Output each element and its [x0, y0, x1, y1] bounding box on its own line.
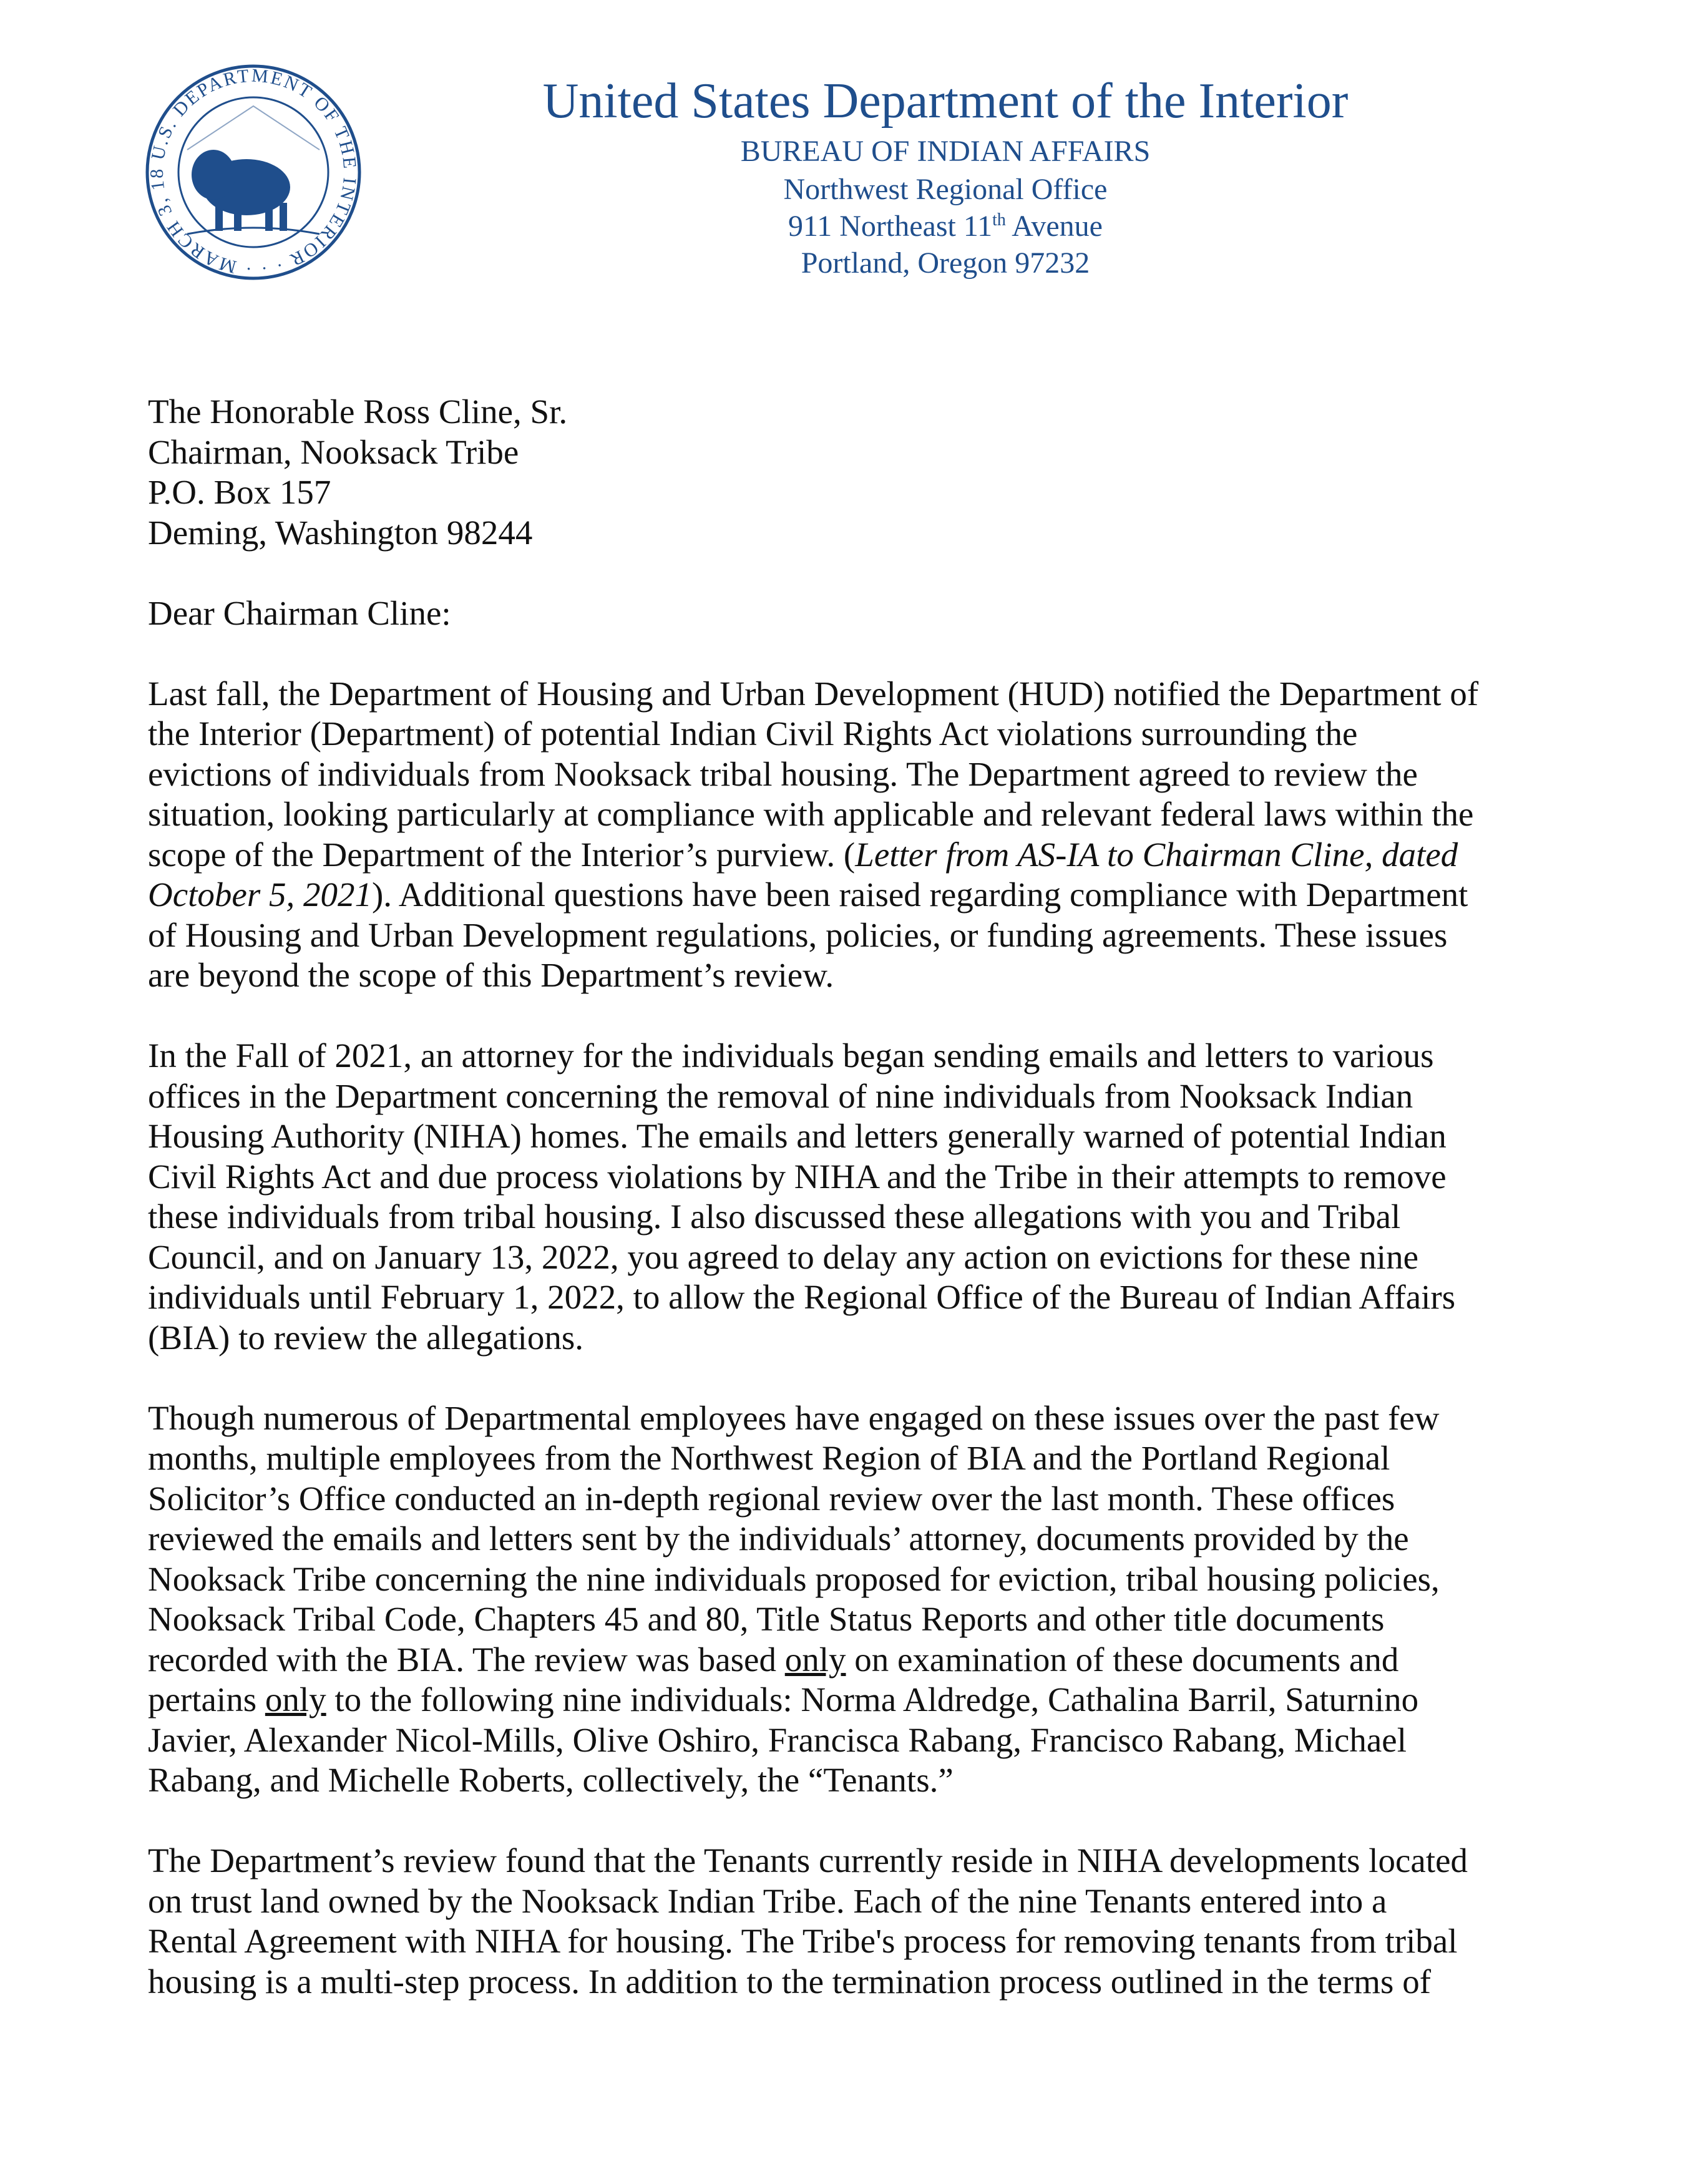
salutation: Dear Chairman Cline:: [148, 593, 451, 632]
text-segment: Nooksack Tribe concerning the nine individuals proposed for eviction, tribal housing policies,: [148, 1559, 1440, 1598]
text-line: [148, 1157, 1552, 1197]
office-name: Northwest Regional Office: [783, 173, 1108, 206]
text-segment: evictions of individuals from Nooksack tribal housing. The Department agreed to review the: [148, 754, 1418, 793]
text-line: [148, 794, 1552, 835]
text-line: [148, 1720, 1552, 1761]
text-segment: the Interior (Department) of potential Indian Civil Rights Act violations surrounding the: [148, 714, 1358, 753]
text-line: [148, 1921, 1552, 1962]
text-segment: are beyond the scope of this Department’s review.: [148, 956, 834, 994]
paragraph: [148, 1398, 1552, 1801]
italic-citation: October 5, 2021: [148, 875, 372, 914]
recipient-line: The Honorable Ross Cline, Sr.: [148, 392, 568, 431]
text-line: [148, 1277, 1552, 1318]
text-line: [148, 1760, 1552, 1801]
text-line: [148, 915, 1552, 956]
text-line: [148, 1076, 1552, 1117]
text-segment: The Department’s review found that the Tenants currently reside in NIHA developments located: [148, 1841, 1468, 1879]
text-line: [148, 1881, 1552, 1922]
bureau-name: BUREAU OF INDIAN AFFAIRS: [740, 135, 1151, 168]
text-line: [148, 754, 1552, 795]
text-line: [148, 1680, 1552, 1720]
text-line: [148, 1640, 1552, 1680]
text-segment: months, multiple employees from the Northwest Region of BIA and the Portland Regional: [148, 1439, 1390, 1477]
letterhead: [499, 70, 1392, 281]
text-segment: Javier, Alexander Nicol-Mills, Olive Oshiro, Francisca Rabang, Francisco Rabang, Michael: [148, 1720, 1407, 1759]
text-line: [148, 1398, 1552, 1439]
italic-citation: Letter from AS-IA to Chairman Cline, dated: [855, 835, 1458, 874]
text-segment: Solicitor’s Office conducted an in-depth regional review over the last month. These offices: [148, 1479, 1395, 1518]
street-number: 911 Northeast 11: [788, 210, 993, 243]
paragraph: [148, 1841, 1552, 2002]
paragraphs: [148, 674, 1552, 2002]
text-segment: situation, looking particularly at compliance with applicable and relevant federal laws within the: [148, 795, 1474, 833]
office-city: Portland, Oregon 97232: [801, 246, 1090, 280]
text-line: [148, 714, 1552, 754]
text-segment: offices in the Department concerning the removal of nine individuals from Nooksack Indian: [148, 1076, 1413, 1115]
street-suffix: th: [992, 210, 1006, 230]
text-segment: ). Additional questions have been raised regarding compliance with Department: [371, 875, 1468, 914]
recipient-line: P.O. Box 157: [148, 473, 331, 511]
text-line: [148, 1116, 1552, 1157]
paragraph: [148, 674, 1552, 996]
text-line: [148, 1599, 1552, 1640]
text-segment: housing is a multi-step process. In addition to the termination process outlined in the terms of: [148, 1962, 1432, 2001]
text-line: [148, 875, 1552, 915]
text-segment: Rabang, and Michelle Roberts, collectively, the “Tenants.”: [148, 1761, 954, 1799]
text-line: [148, 1559, 1552, 1600]
text-line: [148, 835, 1552, 875]
text-line: [148, 955, 1552, 996]
text-line: [148, 1318, 1552, 1358]
seal-icon: [144, 62, 363, 282]
text-segment: reviewed the emails and letters sent by the individuals’ attorney, documents provided by the: [148, 1519, 1409, 1558]
text-segment: pertains: [148, 1680, 265, 1718]
text-segment: Council, and on January 13, 2022, you agreed to delay any action on evictions for these nine: [148, 1237, 1418, 1276]
text-line: [148, 1841, 1552, 1881]
text-line: [148, 1479, 1552, 1519]
text-line: [148, 1036, 1552, 1076]
text-line: [148, 1519, 1552, 1559]
department-seal-logo: [144, 62, 363, 282]
text-segment: on examination of these documents and: [846, 1640, 1399, 1679]
recipient-line: Deming, Washington 98244: [148, 513, 533, 552]
text-segment: (BIA) to review the allegations.: [148, 1318, 583, 1357]
underlined-text: only: [265, 1680, 326, 1718]
text-segment: to the following nine individuals: Norma Aldredge, Cathalina Barril, Saturnino: [326, 1680, 1419, 1718]
recipient-line: Chairman, Nooksack Tribe: [148, 432, 519, 471]
text-line: [148, 1197, 1552, 1237]
text-segment: Nooksack Tribal Code, Chapters 45 and 80, Title Status Reports and other title documents: [148, 1600, 1385, 1638]
street-name: Avenue: [1005, 210, 1103, 243]
text-line: [148, 674, 1552, 714]
letter-body: [148, 392, 1552, 2002]
text-line: [148, 1237, 1552, 1278]
text-segment: individuals until February 1, 2022, to allow the Regional Office of the Bureau of Indian Affairs: [148, 1278, 1456, 1316]
text-segment: recorded with the BIA. The review was based: [148, 1640, 785, 1679]
svg-text:U.S. DEPARTMENT OF THE INTERIO: U.S. DEPARTMENT OF THE INTERIOR · · · MARCH 3, 18: [146, 65, 361, 280]
office-street: [499, 208, 1392, 245]
text-segment: these individuals from tribal housing. I also discussed these allegations with you and Tribal: [148, 1197, 1401, 1236]
text-segment: of Housing and Urban Development regulations, policies, or funding agreements. These issues: [148, 915, 1448, 954]
text-segment: scope of the Department of the Interior’s purview. (: [148, 835, 856, 874]
letterhead-title: United States Department of the Interior: [542, 74, 1349, 129]
text-segment: Housing Authority (NIHA) homes. The emails and letters generally warned of potential Indian: [148, 1117, 1447, 1155]
text-segment: Though numerous of Departmental employees have engaged on these issues over the past few: [148, 1398, 1440, 1437]
text-segment: In the Fall of 2021, an attorney for the individuals began sending emails and letters to various: [148, 1036, 1434, 1075]
text-segment: Last fall, the Department of Housing and Urban Development (HUD) notified the Department of: [148, 674, 1479, 713]
text-line: [148, 1962, 1552, 2002]
recipient-address: [148, 392, 1552, 553]
text-segment: on trust land owned by the Nooksack Indian Tribe. Each of the nine Tenants entered into a: [148, 1881, 1387, 1920]
underlined-text: only: [784, 1640, 846, 1679]
text-segment: Rental Agreement with NIHA for housing. The Tribe's process for removing tenants from tribal: [148, 1922, 1458, 1960]
paragraph: [148, 1036, 1552, 1358]
text-segment: Civil Rights Act and due process violations by NIHA and the Tribe in their attempts to remove: [148, 1157, 1447, 1196]
text-line: [148, 1438, 1552, 1479]
